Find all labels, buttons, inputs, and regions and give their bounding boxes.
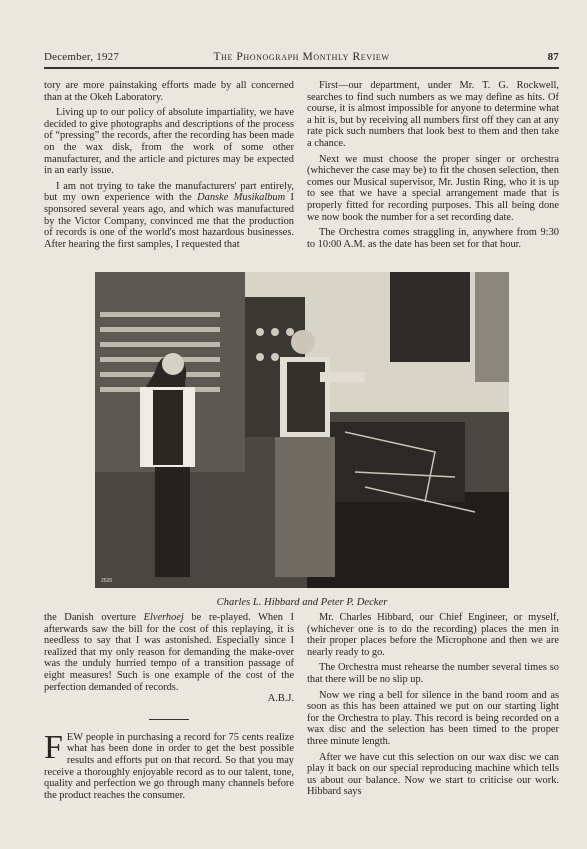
photo-credit-mark: 2520 [101,578,113,584]
text-run: be re-played. When I afterwards saw the bill for the cost of this replaying, it is needless to say that I was astonished. Especially since I realized that my only reason for demanding the make-over was the unduly hurried tempo of a transition passage of eight measures! Such is one example of the cost of the perfection demanded of records. [44,612,294,693]
photo-caption: Charles L. Hibbard and Peter P. Decker [216,597,388,608]
column-top-left [44,80,294,250]
column-bottom-left [44,612,294,805]
paragraph: First—our department, under Mr. T. G. Rockwell, searches to find such numbers as we may define as hits. Of course, it is almost impossible for anyone to determine what a hit is, but by receiving all numbers first off they can at any rate pick such numbers that look best to them and then take a chance. [307,80,559,149]
column-top-right [307,80,559,250]
text-run: I am not trying to take the manufacturers' part entirely, but my own experience with the [44,180,294,204]
paragraph [44,612,294,693]
paragraph: The Orchestra must rehearse the number several times so that there will be no slip up. [307,662,559,685]
photo-illustration [95,272,509,588]
issue-date: December, 1927 [44,51,120,63]
author-signature: A.B.J. [267,693,294,705]
page-number: 87 [547,51,559,63]
header-rule [44,67,559,69]
section-separator [149,719,189,720]
paragraph: The Orchestra comes straggling in, anywhere from 9:30 to 10:00 A.M. as the date has been set for that hour. [307,227,559,250]
magazine-title: The Phonograph Monthly Review [213,51,390,63]
italic-title: Danske Musikalbum [197,192,286,204]
drop-cap: F [44,728,63,766]
recording-studio-photo [95,272,509,588]
paragraph: Living up to our policy of absolute impartiality, we have decided to give photographs and descriptions of the process of “pressing” the records, after the recording has been made on the wax disk, from the work of some other manufacturer, and the article and pictures may be expected in an early issue. [44,107,294,177]
paragraph: Now we ring a bell for silence in the band room and as soon as this has been attained we put on our starting light for the Orchestra to play. This record is being recorded on a wax disc and the selection has been timed to the proper three minute length. [307,689,559,747]
paragraph: Next we must choose the proper singer or orchestra (whichever the case may be) to fit the chosen selection, then comes our Musical supervisor, Mr. Justin Ring, who it is up to see that we have a special arrangement made that is properly fitted for recording purposes. This all being done we now book the number for a set recording date. [307,153,559,223]
italic-title: Elverhoej [143,612,184,623]
text-run: EW people in purchasing a record for 75 cents realize what has been done in order to get the best possible results and efforts put on that record. So that you may receive a thoroughly enjoyable record as to our talent, tone, quality and perfection we go through many channels before the product reaches the consumer. [44,731,294,801]
paragraph: Mr. Charles Hibbard, our Chief Engineer, or myself, (whichever one is to do the recording) places the men in their proper places before the Microphone and then we are nearly ready to go. [307,612,559,658]
text-run: the Danish overture [44,612,144,623]
text-run: I sponsored several years ago, and which was manufactured by the Victor Company, convinced me that the production of records is one of the world's most hazardous businesses. After hearing the first samples, I requested that [44,192,294,250]
paragraph [44,181,294,251]
paragraph: After we have cut this selection on our wax disc we can play it back on our special reproducing machine which tells us about our balance. Now we start to criticise our work. Hibbard says [307,751,559,798]
page-header [44,51,559,65]
paragraph [44,728,294,802]
paragraph: tory are more painstaking efforts made by all concerned than at the Okeh Laboratory. [44,80,294,103]
column-bottom-right [307,612,559,798]
